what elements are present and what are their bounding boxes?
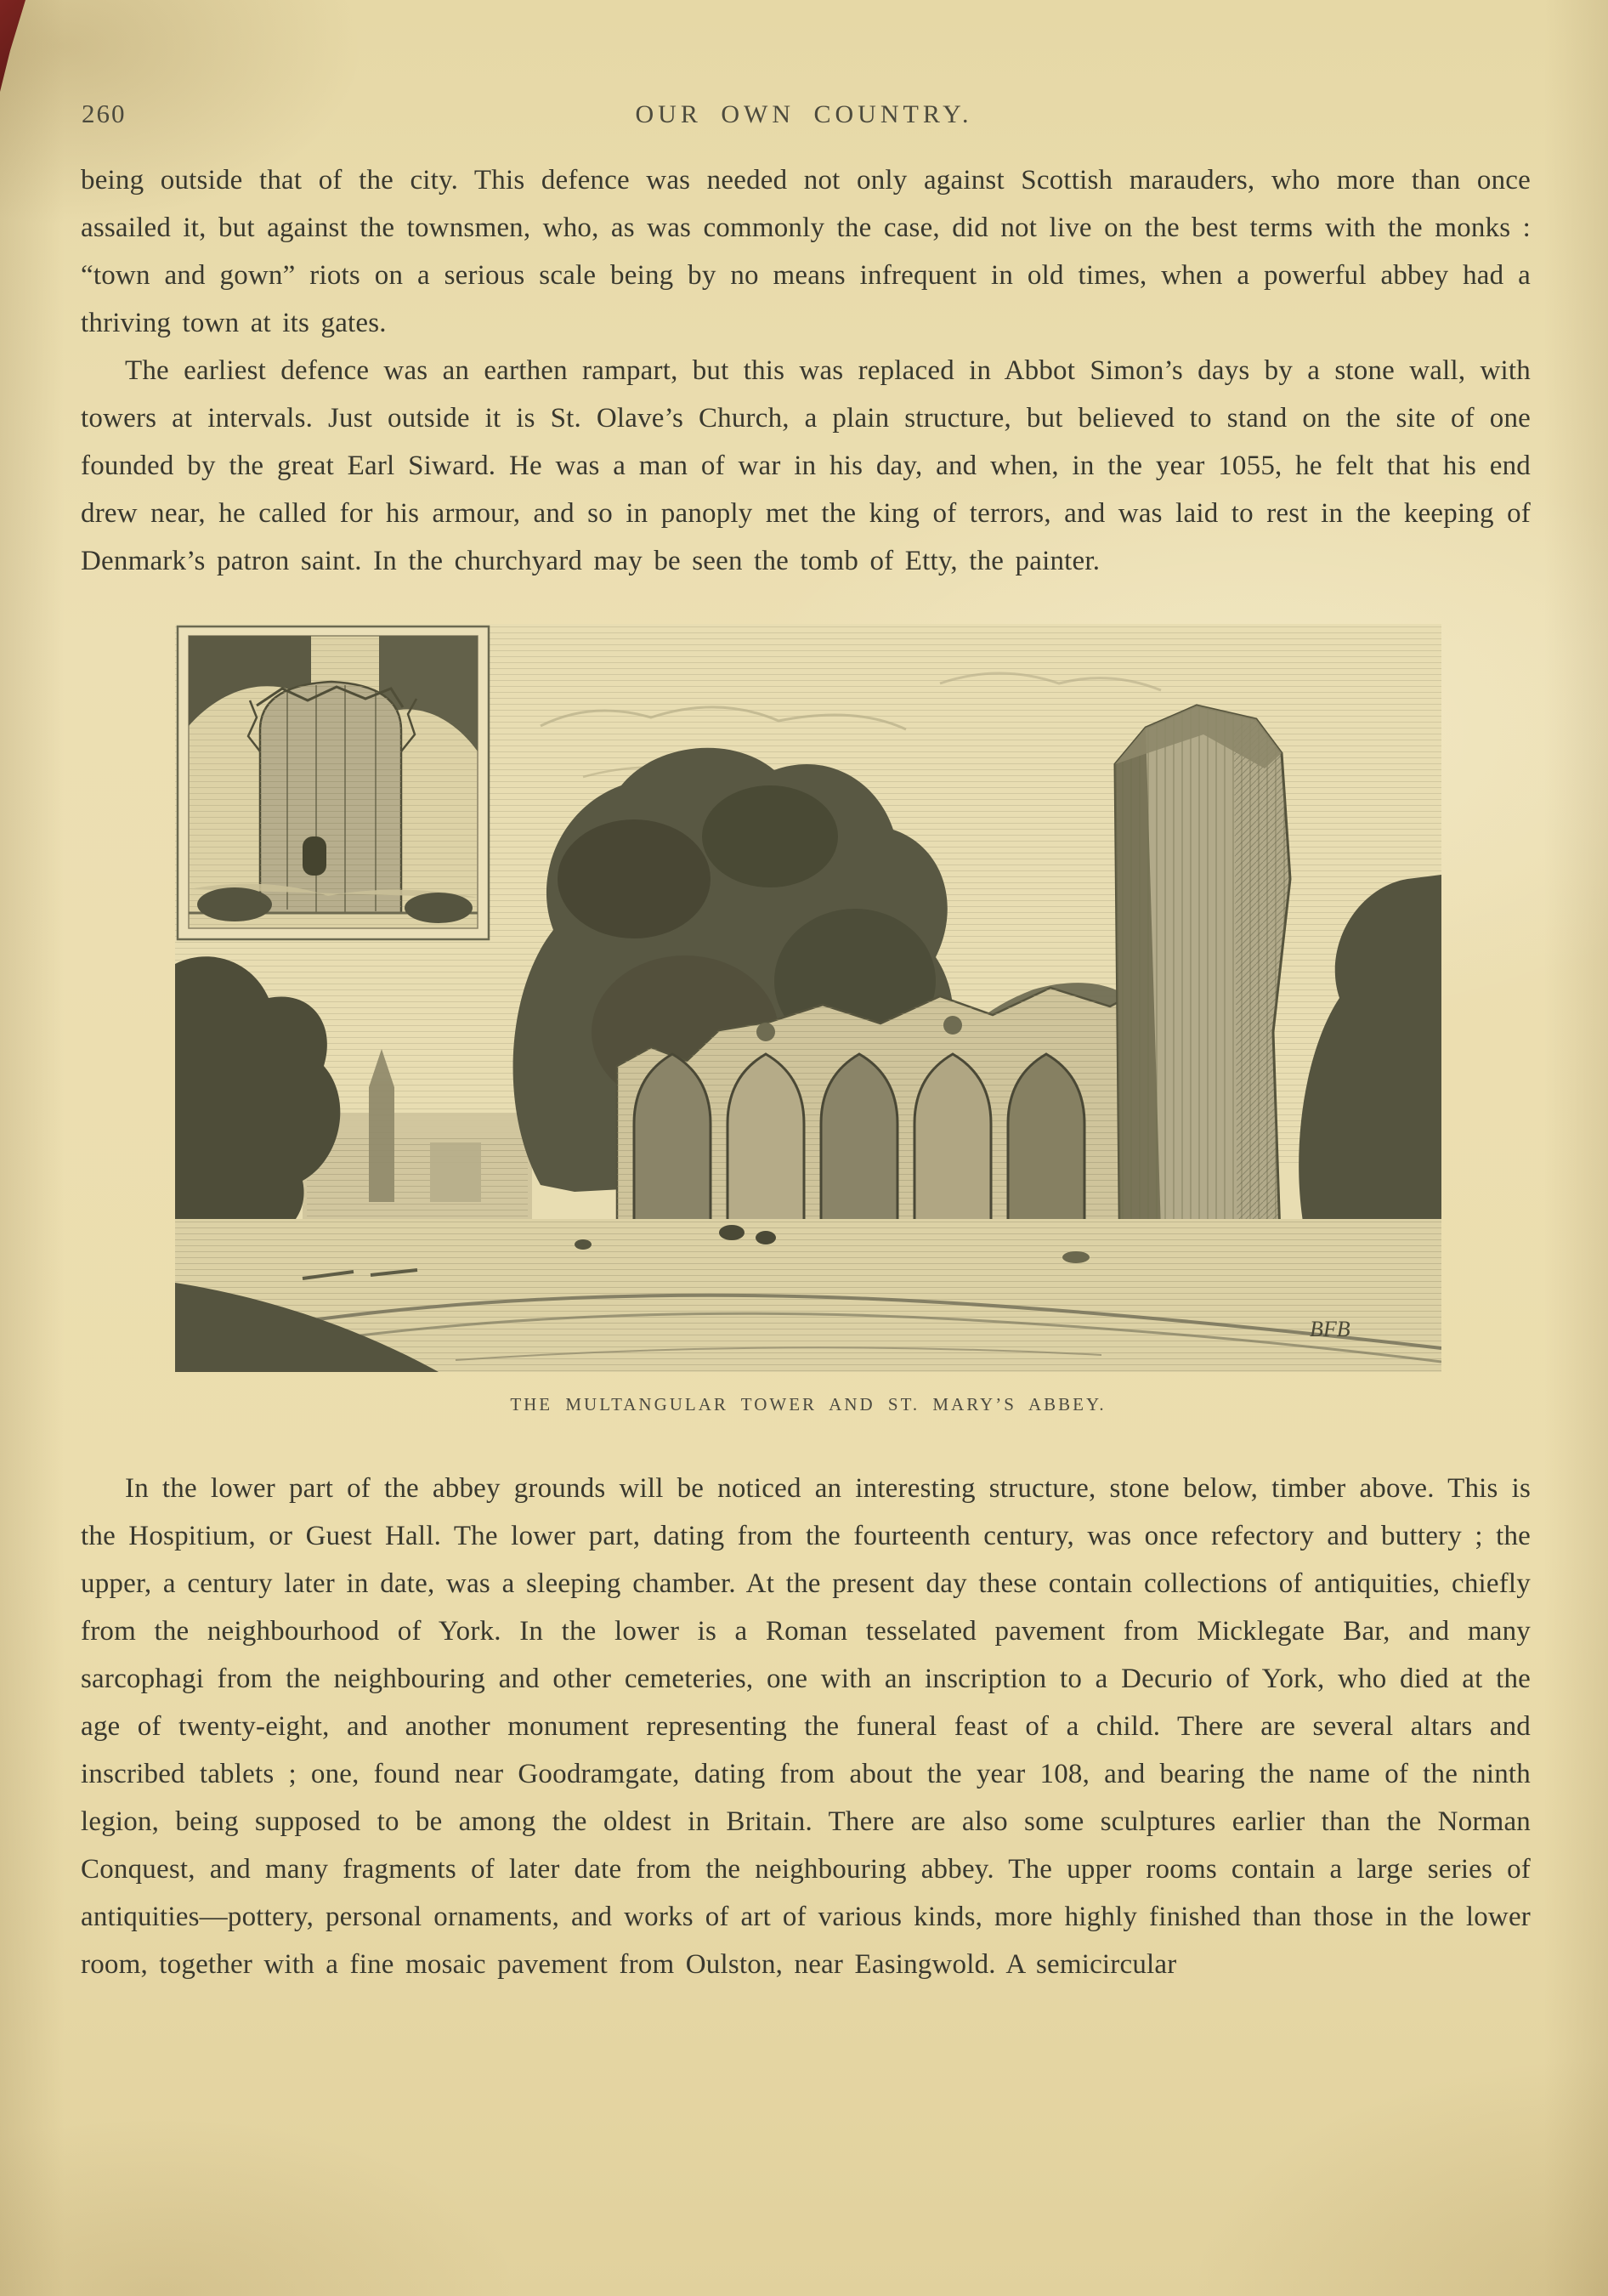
page-number: 260 xyxy=(82,99,127,128)
engraving-figure xyxy=(175,624,1441,1415)
abbey-engraving xyxy=(175,624,1441,1372)
artist-monogram: BFB xyxy=(1310,1317,1350,1341)
abbey-engraving-illustration xyxy=(175,624,1441,1372)
page-header xyxy=(0,0,1608,128)
paragraph: In the lower part of the abbey grounds will be noticed an interesting structure, stone below, timber above. This is the Hospitium, or Guest Hall. The lower part, dating from the fourteenth century, was once refectory and buttery ; the upper, a century later in date, was a sleeping chamber. At the present day these contain collections of antiquities, chiefly from the neighbourhood of York. In the lower is a Roman tesselated pavement from Micklegate Bar, and many sarcophagi from the neighbouring and other cemeteries, one with an inscription to a Decurio of York, who died at the age of twenty-eight, and another monument representing the funeral feast of a child. There are several altars and inscribed tablets ; one, found near Goodramgate, dating from about the year 108, and bearing the name of the ninth legion, being supposed to be among the oldest in Britain. There are also some sculptures earlier than the Norman Conquest, and many fragments of later date from the neighbouring abbey. The upper rooms contain a large series of antiquities—pottery, personal ornaments, and works of art of various kinds, more highly finished than those in the lower room, together with a fine mosaic pavement from Oulston, near Easingwold. A semicircular xyxy=(81,1473,1531,1980)
page-body xyxy=(81,156,1531,1988)
paragraph: The earliest defence was an earthen rampart, but this was replaced in Abbot Simon’s days by a stone wall, with towers at intervals. Just outside it is St. Olave’s Church, a plain structure, but believed to stand on the site of one founded by the great Earl Siward. He was a man of war in his day, and when, in the year 1055, he felt that his end drew near, he called for his armour, and so in panoply met the king of terrors, and was laid to rest in the keeping of Denmark’s patron saint. In the churchyard may be seen the tomb of Etty, the painter. xyxy=(81,355,1531,576)
tower-inset-image xyxy=(178,626,489,939)
figure-caption: THE MULTANGULAR TOWER AND ST. MARY’S ABBEY. xyxy=(510,1394,1107,1414)
foreground-road xyxy=(175,1219,1441,1372)
paragraph: being outside that of the city. This defence was needed not only against Scottish marauders, who more than once assailed it, but against the townsmen, who, as was commonly the case, did not live on the best terms with the monks : “town and gown” riots on a serious scale being by no means infrequent in old times, when a powerful abbey had a thriving town at its gates. xyxy=(81,165,1531,338)
running-header-title: OUR OWN COUNTRY. xyxy=(635,100,973,128)
